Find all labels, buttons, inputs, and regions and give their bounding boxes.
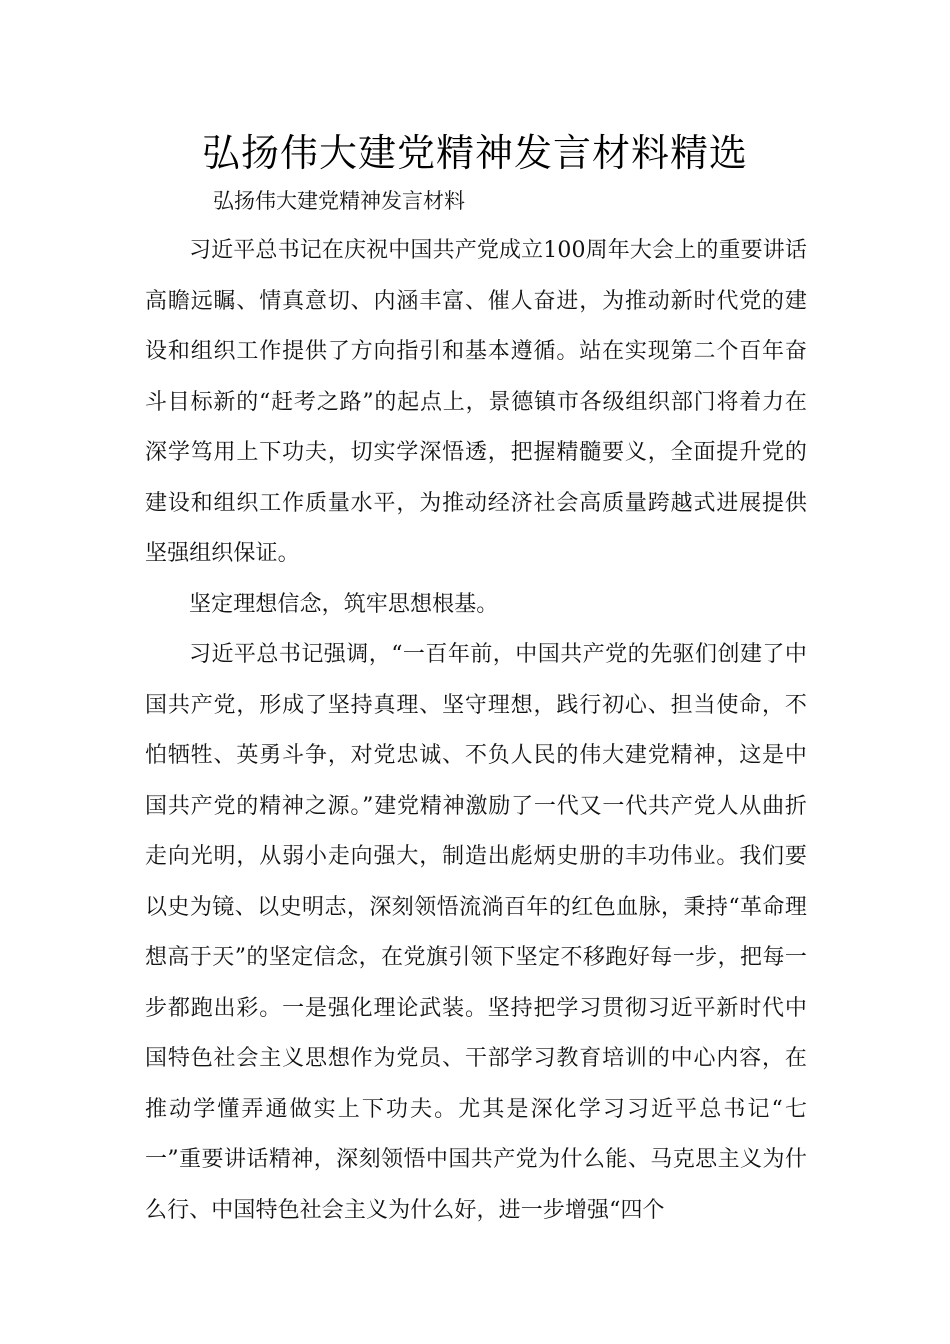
- paragraph-heading: 坚定理想信念，筑牢思想根基。: [189, 591, 499, 617]
- document-body: [145, 226, 807, 1236]
- document-subtitle: 弘扬伟大建党精神发言材料: [213, 189, 465, 213]
- document-title: 弘扬伟大建党精神发言材料精选: [201, 131, 748, 175]
- paragraph-intro: 习近平总书记在庆祝中国共产党成立100周年大会上的重要讲话高瞻远瞩、情真意切、内涵丰富、催人奋进，为推动新时代党的建设和组织工作提供了方向指引和基本遵循。站在实现第二个百年奋斗目标新的“赶考之路”的起点上，景德镇市各级组织部门将着力在深学笃用上下功夫，切实学深悟透，把握精髓要义，全面提升党的建设和组织工作质量水平，为推动经济社会高质量跨越式进展提供坚强组织保证。: [145, 238, 807, 566]
- paragraph-main: 习近平总书记强调，“一百年前，中国共产党的先驱们创建了中国共产党，形成了坚持真理、坚守理想，践行初心、担当使命，不怕牺牲、英勇斗争，对党忠诚、不负人民的伟大建党精神，这是中国共产党的精神之源。”建党精神激励了一代又一代共产党人从曲折走向光明，从弱小走向强大，制造出彪炳史册的丰功伟业。我们要以史为镜、以史明志，深刻领悟流淌百年的红色血脉，秉持“革命理想高于天”的坚定信念，在党旗引领下坚定不移跑好每一步，把每一步都跑出彩。一是强化理论武装。坚持把学习贯彻习近平新时代中国特色社会主义思想作为党员、干部学习教育培训的中心内容，在推动学懂弄通做实上下功夫。尤其是深化学习习近平总书记“七一”重要讲话精神，深刻领悟中国共产党为什么能、马克思主义为什么行、中国特色社会主义为什么好，进一步增强“四个: [145, 642, 807, 1223]
